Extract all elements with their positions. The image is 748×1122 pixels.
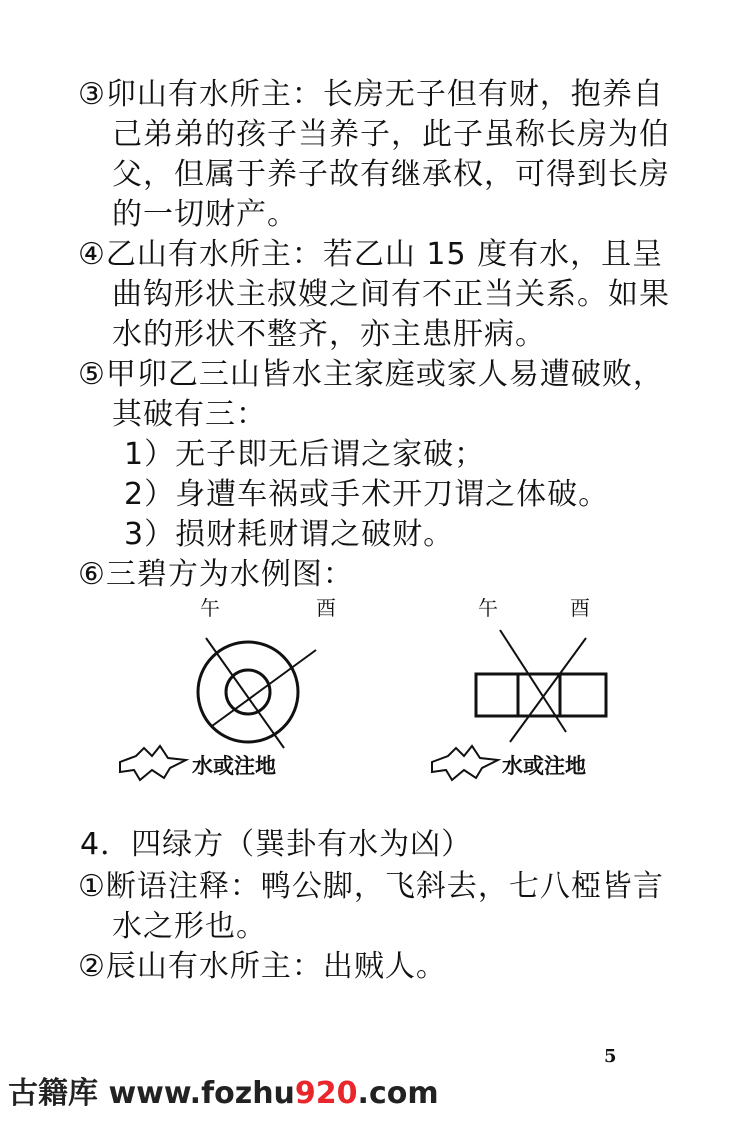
- list-item-1: 1）无子即无后谓之家破；: [124, 437, 486, 472]
- text-line-4: 的一切财产。: [112, 197, 298, 232]
- text-line-3: 父，但属于养子故有继承权，可得到长房: [112, 157, 670, 192]
- figure2-box-1: [476, 674, 518, 716]
- list-item-3: 3）损财耗财谓之破财。: [124, 517, 455, 552]
- figure1-water-symbol: [120, 746, 186, 780]
- text-line-6: 曲钩形状主叔嫂之间有不正当关系。如果: [112, 277, 670, 312]
- text-line-1: ③卯山有水所主：长房无子但有财，抱养自: [78, 77, 664, 112]
- figure2-label-wu: 午: [478, 596, 498, 620]
- text-line-7: 水的形状不整齐，亦主患肝病。: [112, 317, 546, 352]
- footer-url-suffix: .com: [357, 1076, 439, 1111]
- figure2-box-3: [560, 674, 606, 716]
- list-item-2: 2）身遭车祸或手术开刀谓之体破。: [124, 477, 610, 512]
- text-line-17: ②辰山有水所主：出贼人。: [78, 949, 447, 984]
- text-line-15: ①断语注释：鸭公脚，飞斜去，七八椏皆言: [78, 869, 664, 904]
- figure2-box-2: [518, 674, 560, 716]
- figure1-caption: 水或注地: [192, 754, 276, 778]
- figure2-caption: 水或注地: [502, 754, 586, 778]
- figure2-water-symbol: [432, 746, 498, 780]
- text-line-8: ⑤甲卯乙三山皆水主家庭或家人易遭破败，: [78, 357, 664, 392]
- text-line-16: 水之形也。: [112, 909, 267, 944]
- footer-watermark: [8, 1074, 439, 1114]
- footer-url: [108, 1076, 438, 1111]
- figure1-outer-circle: [198, 642, 298, 742]
- footer-url-number: 920: [294, 1076, 358, 1111]
- text-line-2: 己弟弟的孩子当养子，此子虽称长房为伯: [112, 117, 670, 152]
- text-line-9: 其破有三：: [112, 397, 267, 432]
- section-heading-4: 4．四绿方（巽卦有水为凶）: [80, 827, 473, 862]
- text-line-5: ④乙山有水所主：若乙山 15 度有水，且呈: [78, 237, 664, 272]
- figure2-line-you: [510, 638, 586, 742]
- footer-url-prefix: www.fozhu: [108, 1076, 295, 1111]
- figure1-label-wu: 午: [200, 596, 220, 620]
- page-number: 5: [604, 1046, 617, 1067]
- footer-site-name: 古籍库: [8, 1076, 98, 1111]
- text-line-13: ⑥三碧方为水例图：: [78, 557, 354, 592]
- figure1-label-you: 酉: [316, 596, 336, 620]
- figure2-label-you: 酉: [570, 596, 590, 620]
